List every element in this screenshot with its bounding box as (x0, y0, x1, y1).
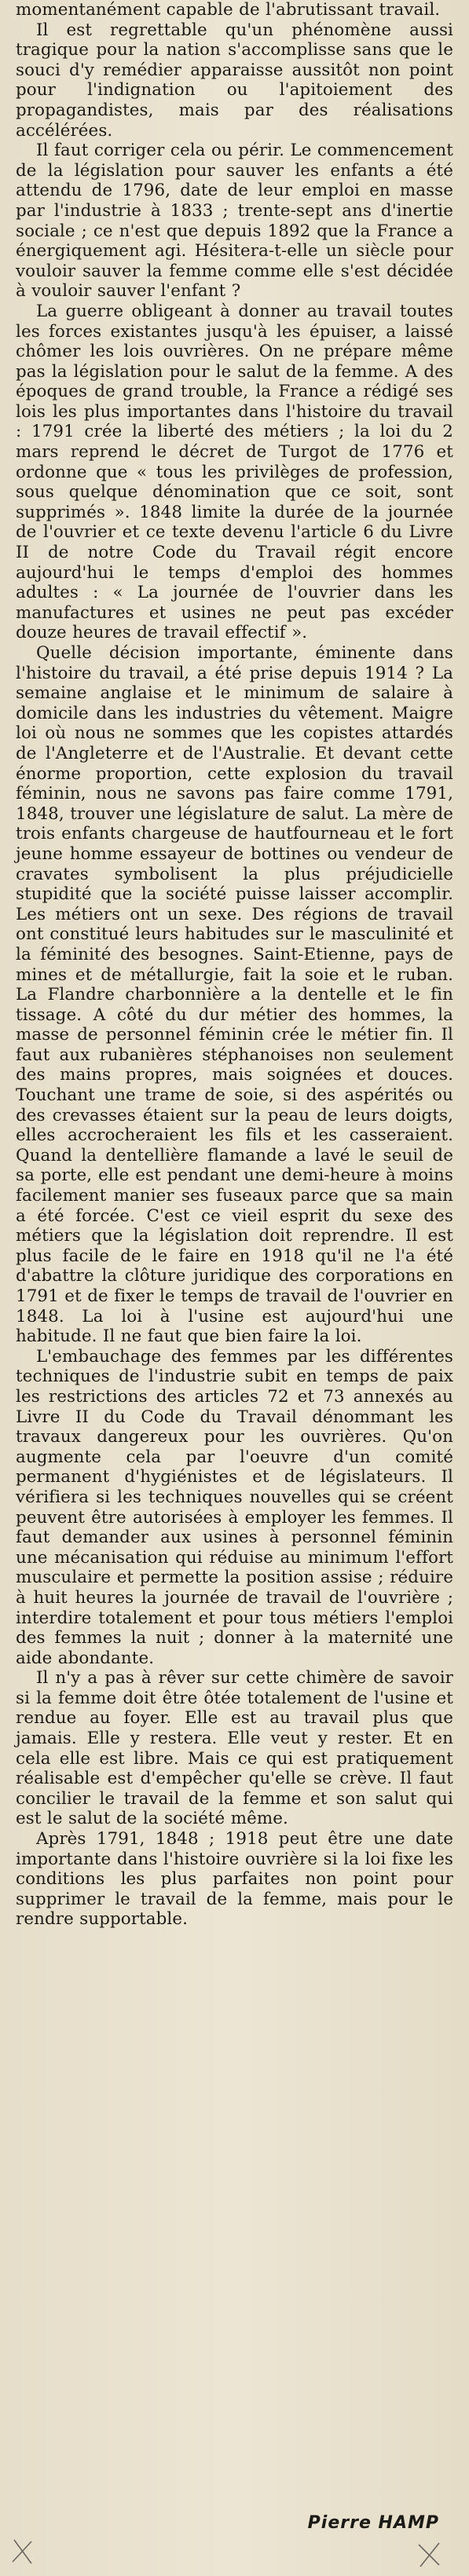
handwritten-cross-left-icon (8, 2535, 39, 2567)
paragraph-3: Il faut corriger cela ou périr. Le commencement de la législation pour sauver les enfants a été attendu de 1796, date de leur emploi en masse par l'industrie à 1833 ; trente-sept ans d'inertie sociale ; ce n'est que depuis 1892 que la France a énergiquement agi. Hésitera-t-elle un siècle pour vouloir sauver la femme comme elle s'est décidée à vouloir sauver l'enfant ? (16, 141, 453, 302)
paragraph-1: momentanément capable de l'abrutissant travail. (16, 0, 441, 20)
article-column (16, 0, 453, 1930)
paragraph-2: Il est regrettable qu'un phénomène aussi tragique pour la nation s'accomplisse sans que le souci d'y remédier apparaisse aussitôt non point pour l'indignation ou l'apitoiement des propagandistes, mais par des réalisations accélérées. (16, 20, 453, 141)
author-signature: Pierre HAMP (307, 2513, 439, 2533)
paragraph-5: Quelle décision importante, éminente dans l'histoire du travail, a été prise depuis 1914 ? La semaine anglaise et le minimum de salaire à domicile dans les industries du vêtement. Maigre loi où nous ne sommes que les copistes attardés de l'Angleterre et de l'Australie. Et devant cette énorme proportion, cette explosion du travail féminin, nous ne savons pas faire comme 1791, 1848, trouver une législature de salut. La mère de trois enfants chargeuse de hautfourneau et le fort jeune homme essayeur de bottines ou vendeur de cravates symbolisent la plus préjudicielle stupidité que la société puisse laisser accomplir. Les métiers ont un sexe. Des régions de travail ont constitué leurs habitudes sur le masculinité et la féminité des besognes. Saint-Etienne, pays de mines et de métallurgie, fait la soie et le ruban. La Flandre charbonnière a la dentelle et le fin tissage. A côté du dur métier des hommes, la masse de personnel féminin crée le métier fin. Il faut aux rubanières stéphanoises non seulement des mains propres, mais soignées et douces. Touchant une trame de soie, si des aspérités ou des crevasses étaient sur la peau de leurs doigts, elles accrocheraient les fils et les casseraient. Quand la dentellière flamande a lavé le seuil de sa porte, elle est pendant une demi-heure à moins facilement manier ses fuseaux parce que sa main a été forcée. C'est ce vieil esprit du sexe des métiers que la législation doit reprendre. Il est plus facile de le faire en 1918 qu'il ne l'a été d'abattre la clôture juridique des corporations en 1791 et de fixer le temps de travail de l'ouvrier en 1848. La loi à l'usine est aujourd'hui une habitude. Il ne faut que bien faire la loi. (16, 643, 453, 1347)
paragraph-6: L'embauchage des femmes par les différentes techniques de l'industrie subit en temps de paix les restrictions des articles 72 et 73 annexés au Livre II du Code du Travail dénommant les travaux dangereux pour les ouvrières. Qu'on augmente cela par l'oeuvre d'un comité permanent d'hygiénistes et de législateurs. Il vérifiera si les techniques nouvelles qui se créent peuvent être autorisées à employer les femmes. Il faut demander aux usines à personnel féminin une mécanisation qui réduise au minimum l'effort musculaire et permette la position assise ; réduire à huit heures la journée de travail de l'ouvrière ; interdire totalement et pour tous métiers l'emploi des femmes la nuit ; donner à la maternité une aide abondante. (16, 1346, 453, 1668)
paragraph-8: Après 1791, 1848 ; 1918 peut être une date importante dans l'histoire ouvrière si la loi fixe les conditions les plus parfaites non point pour supprimer le travail de la femme, mais pour le rendre supportable. (16, 1829, 453, 1930)
paragraph-4: La guerre obligeant à donner au travail toutes les forces existantes jusqu'à les épuiser, a laissé chômer les lois ouvrières. On ne prépare même pas la législation pour le salut de la femme. A des époques de grand trouble, la France a rédigé ses lois les plus importantes dans l'histoire du travail : 1791 crée la liberté des métiers ; la loi du 2 mars reprend le décret de Turgot de 1776 et ordonne que « tous les privilèges de profession, sous quelque dénomination que ce soit, sont supprimés ». 1848 limite la durée de la journée de l'ouvrier et ce texte devenu l'article 6 du Livre II de notre Code du Travail régit encore aujourd'hui le temps d'emploi des hommes adultes : « La journée de l'ouvrier dans les manufactures et usines ne peut pas excéder douze heures de travail effectif ». (16, 301, 453, 643)
handwritten-cross-right-icon (414, 2538, 445, 2570)
paragraph-7: Il n'y a pas à rêver sur cette chimère de savoir si la femme doit être ôtée totalement de l'usine et rendue au foyer. Elle est au travail plus que jamais. Elle y restera. Elle veut y rester. Et en cela elle est libre. Mais ce qui est pratiquement réalisable est d'empêcher qu'elle se crève. Il faut concilier le travail de la femme et son salut qui est le salut de la société même. (16, 1668, 453, 1829)
